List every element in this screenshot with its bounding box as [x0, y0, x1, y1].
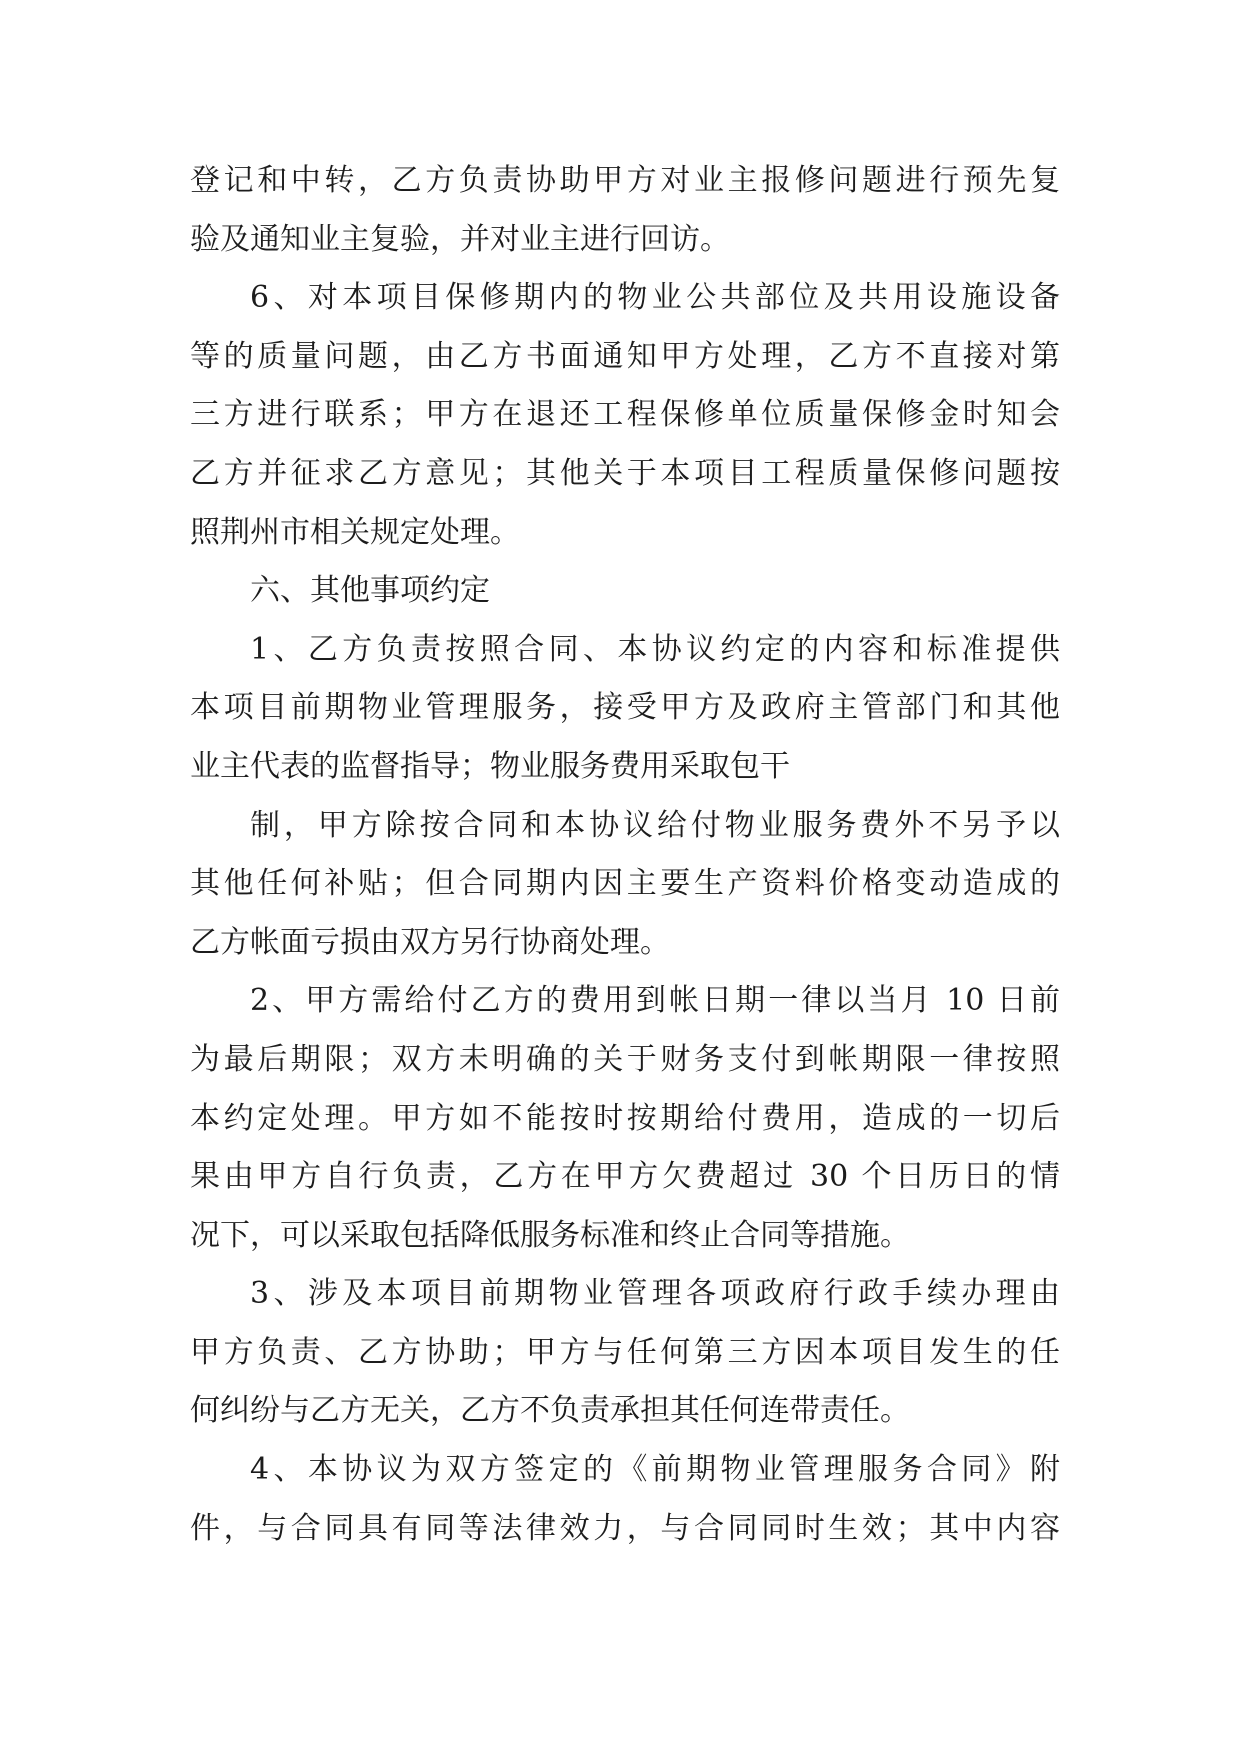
text-line: 4、本协议为双方签定的《前期物业管理服务合同》附 — [250, 1452, 1060, 1488]
text-line: 2、甲方需给付乙方的费用到帐日期一律以当月 10 日前 — [250, 983, 1060, 1019]
text-line: 本项目前期物业管理服务，接受甲方及政府主管部门和其他 — [190, 690, 1060, 726]
text-line: 三方进行联系；甲方在退还工程保修单位质量保修金时知会 — [190, 397, 1060, 433]
text-line: 等的质量问题，由乙方书面通知甲方处理，乙方不直接对第 — [190, 338, 1060, 374]
text-line: 其他任何补贴；但合同期内因主要生产资料价格变动造成的 — [190, 866, 1060, 902]
text-line: 制，甲方除按合同和本协议给付物业服务费外不另予以 — [250, 807, 1060, 843]
text-line: 乙方并征求乙方意见；其他关于本项目工程质量保修问题按 — [190, 455, 1060, 491]
text-line: 1、乙方负责按照合同、本协议约定的内容和标准提供 — [250, 631, 1060, 667]
text-line: 甲方负责、乙方协助；甲方与任何第三方因本项目发生的任 — [190, 1334, 1060, 1370]
text-line: 验及通知业主复验，并对业主进行回访。 — [190, 221, 730, 257]
text-line: 6、对本项目保修期内的物业公共部位及共用设施设备 — [250, 280, 1060, 316]
text-line: 果由甲方自行负责，乙方在甲方欠费超过 30 个日历日的情 — [190, 1159, 1060, 1195]
text-line: 乙方帐面亏损由双方另行协商处理。 — [190, 924, 670, 960]
text-line: 况下，可以采取包括降低服务标准和终止合同等措施。 — [190, 1217, 910, 1253]
text-line: 3、涉及本项目前期物业管理各项政府行政手续办理由 — [250, 1276, 1060, 1312]
text-line: 登记和中转，乙方负责协助甲方对业主报修问题进行预先复 — [190, 163, 1060, 198]
text-line: 本约定处理。甲方如不能按时按期给付费用，造成的一切后 — [190, 1100, 1060, 1136]
contract-body-text — [190, 152, 1060, 1558]
text-line: 何纠纷与乙方无关，乙方不负责承担其任何连带责任。 — [190, 1393, 910, 1429]
text-line: 为最后期限；双方未明确的关于财务支付到帐期限一律按照 — [190, 1041, 1060, 1077]
section-heading: 六、其他事项约定 — [250, 573, 490, 609]
text-line: 业主代表的监督指导；物业服务费用采取包干 — [190, 748, 790, 784]
text-line: 件，与合同具有同等法律效力，与合同同时生效；其中内容 — [190, 1510, 1060, 1546]
text-line: 照荆州市相关规定处理。 — [190, 514, 520, 550]
